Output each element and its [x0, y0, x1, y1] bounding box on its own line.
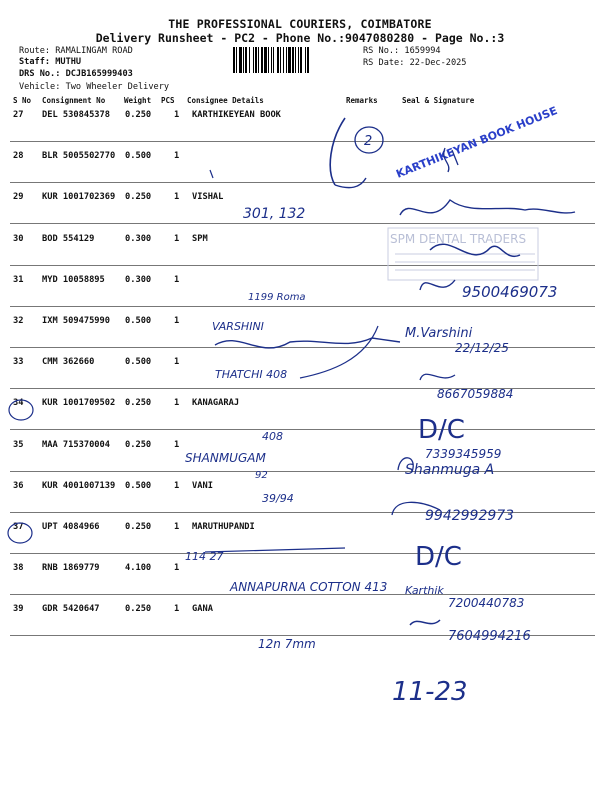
row-pcs: 1 — [174, 357, 180, 368]
row-consignment: BOD 554129 — [42, 233, 95, 244]
row-consignment: KUR 4001007139 — [42, 480, 116, 491]
row37-remark: 114 27 — [185, 550, 224, 563]
row-weight: 0.500 — [125, 357, 152, 368]
row-pcs: 1 — [174, 110, 180, 120]
row38-signature: Karthik — [405, 584, 444, 597]
row-pcs: 1 — [174, 151, 180, 162]
circle-mark — [8, 523, 32, 543]
row-sno: 32 — [13, 316, 24, 326]
row-consignee: VANI — [192, 480, 213, 491]
row36-phone: 9942992973 — [425, 508, 515, 524]
row39-phone: 7604994216 — [448, 629, 531, 644]
row31-remark: 1199 Roma — [248, 292, 306, 303]
col-weight: Weight — [124, 96, 152, 105]
spm-stamp — [388, 228, 538, 280]
row-pcs: 1 — [174, 192, 180, 203]
row-consignment: UPT 4084966 — [42, 522, 100, 532]
row35-number: 408 — [262, 430, 283, 443]
row-weight: 0.250 — [125, 398, 152, 409]
row-weight: 0.250 — [125, 192, 152, 203]
row32-name: VARSHINI — [212, 320, 264, 333]
row35-phone: 7339345959 — [425, 447, 502, 461]
row-sno: 31 — [13, 274, 24, 285]
staff-label: Staff: MUTHU — [19, 57, 82, 67]
row-sno: 38 — [13, 563, 24, 574]
row-consignment: MYD 10058895 — [42, 274, 105, 285]
row-sno: 36 — [13, 480, 24, 491]
row-weight: 0.250 — [125, 439, 152, 450]
row-consignment: KUR 1001702369 — [42, 192, 116, 203]
row35-remark: SHANMUGAM — [185, 451, 266, 465]
pen-stroke — [330, 118, 345, 185]
row-consignee: KARTHIKEYEAN BOOK — [192, 110, 281, 120]
drs-label: DRS No.: DCJB165999403 — [19, 69, 133, 79]
col-pcs: PCS — [161, 96, 175, 105]
row-pcs: 1 — [174, 439, 180, 450]
row-sno: 29 — [13, 192, 24, 203]
row-sno: 35 — [13, 439, 24, 450]
vehicle-label: Vehicle: Two Wheeler Delivery — [19, 82, 170, 92]
row-consignment: BLR 5005502770 — [42, 151, 116, 162]
row-pcs: 1 — [174, 604, 180, 615]
row-pcs: 1 — [174, 522, 180, 532]
row29-remark: 301, 132 — [243, 206, 306, 222]
pen-stroke — [300, 326, 378, 378]
row-weight: 0.300 — [125, 233, 152, 244]
runsheet-subtitle: Delivery Runsheet - PC2 - Phone No.:9047080280 - Page No.:3 — [95, 31, 505, 45]
row-weight: 0.250 — [125, 110, 152, 120]
row-weight: 4.100 — [125, 563, 152, 574]
row27-circle-number: 2 — [364, 134, 373, 149]
row-consignee: VISHAL — [192, 192, 224, 203]
row32-scribble — [215, 338, 400, 348]
row-sno: 37 — [13, 522, 24, 532]
row38-phone: 7200440783 — [448, 596, 525, 610]
pen-stroke — [335, 178, 366, 188]
col-consignee: Consignee Details — [187, 96, 264, 105]
row-sno: 34 — [13, 398, 24, 409]
row-weight: 0.500 — [125, 151, 152, 162]
row-consignee: SPM — [192, 233, 208, 244]
row37-dc: D/C — [415, 542, 462, 572]
row-consignment: IXM 509475990 — [42, 316, 110, 326]
circle-mark — [9, 400, 33, 420]
row-pcs: 1 — [174, 274, 180, 285]
row36-remark: 39/94 — [262, 492, 294, 505]
row39-remark: 12n 7mm — [258, 637, 316, 651]
row32-date: 22/12/25 — [455, 341, 509, 355]
rs-number: RS No.: 1659994 — [363, 46, 441, 56]
row-weight: 0.300 — [125, 274, 152, 285]
row-sno: 39 — [13, 604, 24, 615]
col-remarks: Remarks — [346, 96, 378, 105]
col-consignment: Consignment No — [42, 96, 106, 105]
row33-remark: THATCHI 408 — [215, 368, 288, 381]
row-consignee: GANA — [192, 604, 213, 615]
row33-phone: 8667059884 — [437, 387, 514, 401]
row39-signature — [410, 620, 440, 625]
row-consignment: MAA 715370004 — [42, 439, 110, 450]
row-consignee: MARUTHUPANDI — [192, 522, 255, 532]
row-weight: 0.500 — [125, 316, 152, 326]
col-seal-signature: Seal & Signature — [402, 96, 475, 105]
row-weight: 0.500 — [125, 480, 152, 491]
row-consignment: DEL 530845378 — [42, 110, 110, 120]
runsheet-title: THE PROFESSIONAL COURIERS, COIMBATORE — [168, 17, 432, 31]
row-sno: 30 — [13, 233, 24, 244]
svg-text:KARTHIKEYAN BOOK HOUSE: KARTHIKEYAN BOOK HOUSE — [394, 104, 560, 181]
pen-stroke — [210, 170, 213, 178]
row-weight: 0.250 — [125, 604, 152, 615]
pen-stroke — [205, 548, 345, 552]
row-consignee: KANAGARAJ — [192, 398, 240, 409]
row31-phone: 9500469073 — [462, 283, 558, 301]
row-sno: 27 — [13, 110, 24, 120]
svg-text:SPM DENTAL TRADERS: SPM DENTAL TRADERS — [390, 232, 527, 246]
row-pcs: 1 — [174, 480, 180, 491]
row-sno: 28 — [13, 151, 24, 162]
row-consignment: KUR 1001709502 — [42, 398, 116, 409]
row30-signature — [430, 244, 520, 256]
row35-number2: 92 — [255, 470, 268, 481]
row38-remark: ANNAPURNA COTTON 413 — [230, 580, 388, 594]
route-label: Route: RAMALINGAM ROAD — [19, 46, 133, 56]
row-weight: 0.250 — [125, 522, 152, 532]
row29-signature — [400, 200, 575, 215]
row35-signature: Shanmuga A — [405, 462, 495, 478]
rs-date: RS Date: 22-Dec-2025 — [363, 58, 467, 68]
karthikeyan-stamp — [394, 104, 559, 181]
pen-stroke — [420, 280, 455, 290]
row-consignment: GDR 5420647 — [42, 604, 100, 615]
row34-dc: D/C — [418, 415, 465, 445]
row-pcs: 1 — [174, 233, 180, 244]
total-note: 11-23 — [392, 677, 468, 707]
row-pcs: 1 — [174, 316, 180, 326]
col-sno: S No — [13, 96, 32, 105]
row-pcs: 1 — [174, 563, 180, 574]
row-sno: 33 — [13, 357, 24, 368]
row-consignment: CMM 362660 — [42, 357, 95, 368]
row-pcs: 1 — [174, 398, 180, 409]
row-consignment: RNB 1869779 — [42, 563, 100, 574]
row32-signature: M.Varshini — [405, 326, 473, 341]
row33-signature — [420, 374, 455, 380]
